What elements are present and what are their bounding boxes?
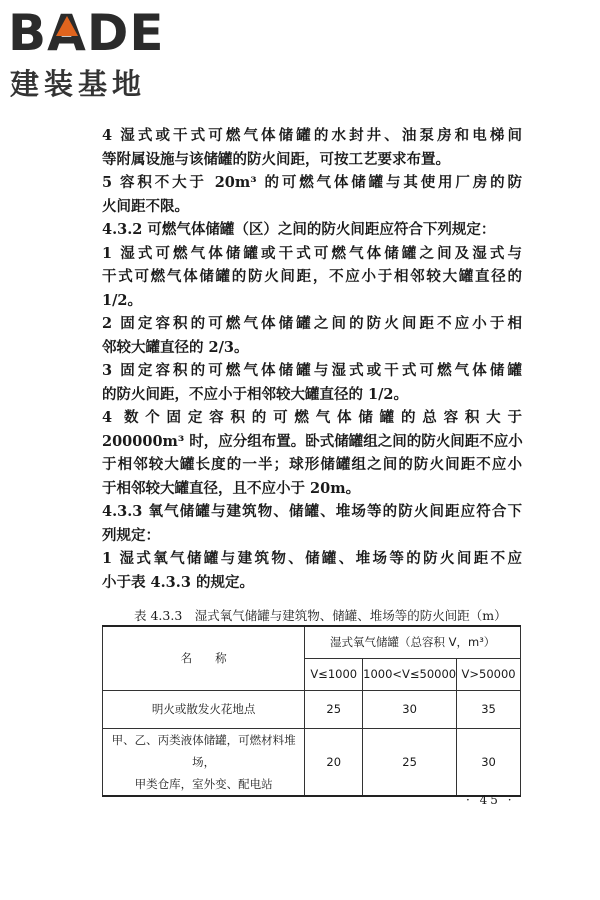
paragraph-line: 1 湿式氧气储罐与建筑物、储罐、堆场等的防火间距不应 <box>102 550 522 567</box>
paragraph-line: 于相邻较大罐直径，且不应小于 20m。 <box>102 479 361 497</box>
table-row-label: 甲、乙、丙类液体储罐，可燃材料堆场， 甲类仓库，室外变、配电站 <box>103 728 305 796</box>
paragraph-line: 的防火间距，不应小于相邻较大罐直径的 1/2。 <box>102 385 409 403</box>
paragraph-line: 干式可燃气体储罐的防火间距，不应小于相邻较大罐直径的 <box>102 268 522 285</box>
table-cell: 35 <box>457 690 521 728</box>
paragraph-line: 4 数个固定容积的可燃气体储罐的总容积大于 <box>102 409 522 426</box>
paragraph-line: 小于表 4.3.3 的规定。 <box>102 573 254 591</box>
table-row <box>103 728 521 796</box>
logo-wordmark <box>8 6 178 60</box>
paragraph-line: 4.3.3 氧气储罐与建筑物、储罐、堆场等的防火间距应符合下 <box>102 503 522 520</box>
table-col-header: 1000<V≤50000 <box>363 658 457 690</box>
table-col-header: V>50000 <box>457 658 521 690</box>
page-number: · 45 · <box>466 793 515 807</box>
paragraph-line: 邻较大罐直径的 2/3。 <box>102 338 249 356</box>
table-col-header: V≤1000 <box>305 658 363 690</box>
logo-letter-b: B <box>8 4 48 62</box>
table-cell: 25 <box>305 690 363 728</box>
paragraph-line: 200000m³ 时，应分组布置。卧式储罐组之间的防火间距不应小 <box>102 432 523 450</box>
table-cell: 30 <box>363 690 457 728</box>
table-row-label: 明火或散发火花地点 <box>103 690 305 728</box>
logo-letters-de: DE <box>86 4 165 62</box>
table-cell: 25 <box>363 728 457 796</box>
paragraph-line: 1/2。 <box>102 291 142 309</box>
paragraph-line: 于相邻较大罐长度的一半；球形储罐组之间的防火间距不应小 <box>102 456 522 473</box>
paragraph-line: 火间距不限。 <box>102 197 189 215</box>
table-caption: 表 4.3.3 湿式氧气储罐与建筑物、储罐、堆场等的防火间距（m） <box>134 608 507 623</box>
paragraph-line: 2 固定容积的可燃气体储罐之间的防火间距不应小于相 <box>102 315 522 332</box>
document-body <box>102 124 522 594</box>
spacing-table <box>102 625 521 797</box>
logo-letter-a: A <box>47 4 87 62</box>
table-row <box>103 690 521 728</box>
paragraph-line: 4.3.2 可燃气体储罐（区）之间的防火间距应符合下列规定： <box>102 221 496 238</box>
paragraph-line: 5 容积不大于 20m³ 的可燃气体储罐与其使用厂房的防 <box>102 174 522 191</box>
bade-logo <box>8 6 178 103</box>
paragraph-line: 等附属设施与该储罐的防火间距，可按工艺要求布置。 <box>102 150 450 168</box>
logo-subtitle: 建装基地 <box>10 67 147 101</box>
paragraph-line: 列规定： <box>102 526 160 544</box>
paragraph-line: 4 湿式或干式可燃气体储罐的水封井、油泵房和电梯间 <box>102 127 522 144</box>
paragraph-line: 3 固定容积的可燃气体储罐与湿式或干式可燃气体储罐 <box>102 362 522 379</box>
table-header-name: 名 称 <box>103 626 305 690</box>
table-cell: 30 <box>457 728 521 796</box>
paragraph-line: 1 湿式可燃气体储罐或干式可燃气体储罐之间及湿式与 <box>102 244 522 262</box>
table-header-group: 湿式氧气储罐（总容积 V，m³） <box>305 626 521 658</box>
table-cell: 20 <box>305 728 363 796</box>
logo-triangle-icon <box>56 16 78 36</box>
